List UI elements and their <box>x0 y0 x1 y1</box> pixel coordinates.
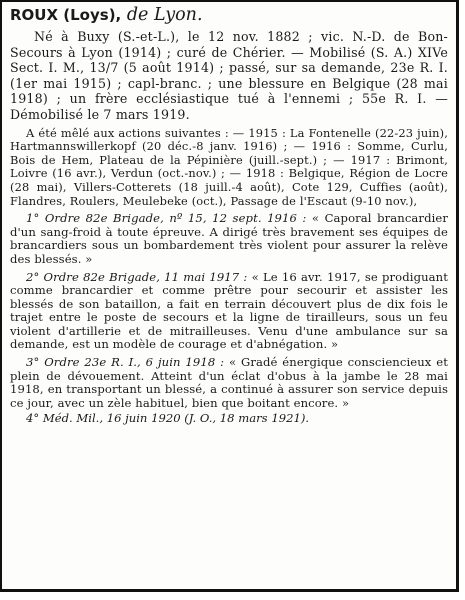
medal-line-text: 4° Méd. Mil., 16 juin 1920 (J. O., 18 mars 1921). <box>26 411 310 426</box>
citation-3-text: « Gradé énergique consciencieux et plein de dévouement. Atteint d'un éclat d'obus à la jambe le 28 mai 1918, en transportant un blessé, a continué à assurer son service depuis ce jour, avec un zèle habituel, bien que boitant encore. » <box>10 355 448 410</box>
entry-surname: ROUX (Loys), <box>10 6 122 24</box>
citation-1-heading: 1° Ordre 82e Brigade, nº 15, 12 sept. 1916 : <box>26 211 307 226</box>
actions-paragraph: A été mêlé aux actions suivantes : — 1915 : La Fontenelle (22-23 juin), Hartmannswillerkopf (20 déc.-8 janv. 1916) ; — 1916 : Somme, Curlu, Bois de Hem, Plateau de la Pépinière (juill.-sept.) ; — 1917 : Brimont, Loivre (16 avr.), Verdun (oct.-nov.) ; — 1918 : Belgique, Région de Locre (28 mai), Villers-Cotterets (18 juill.-4 août), Cote 129, Cuffies (août), Flandres, Roulers, Meulebeke (oct.), Passage de l'Escaut (9-10 nov.), <box>10 125 448 208</box>
medal-line <box>10 412 448 426</box>
biography-paragraph: Né à Buxy (S.-et-L.), le 12 nov. 1882 ; vic. N.-D. de Bon-Secours à Lyon (1914) ; curé de Chérier. — Mobilisé (S. A.) XIVe Sect. I. M., 13/7 (5 août 1914) ; passé, sur sa demande, 23e R. I. (1er mai 1915) ; capl-branc. ; une blessure en Belgique (28 mai 1918) ; un frère ecclésiastique tué à l'ennemi ; 55e R. I. — Démobilisé le 7 mars 1919. <box>10 29 448 122</box>
citation-2 <box>10 271 448 353</box>
citation-3 <box>10 356 448 410</box>
entry-header <box>10 5 448 26</box>
citation-1 <box>10 212 448 266</box>
entry-origin: de Lyon. <box>126 5 203 25</box>
citation-3-heading: 3° Ordre 23e R. I., 6 juin 1918 : <box>26 355 225 370</box>
citation-2-heading: 2° Ordre 82e Brigade, 11 mai 1917 : <box>26 269 248 284</box>
citation-2-text: « Le 16 avr. 1917, se prodiguant comme brancardier et comme prêtre pour secourir et assister les blessés de son bataillon, a fait en terrain découvert plus de dix fois le trajet entre le poste de secours et la ligne de tirailleurs, sous un feu violent d'artillerie et de mitrailleuses. Venu d'une ambulance sur sa demande, est un modèle de courage et d'abnégation. » <box>10 269 448 352</box>
citation-1-text: « Caporal brancardier d'un sang-froid à toute épreuve. A dirigé très bravement ses équipes de brancardiers sous un bombardement très violent pour assurer la relève des blessés. » <box>10 211 448 266</box>
